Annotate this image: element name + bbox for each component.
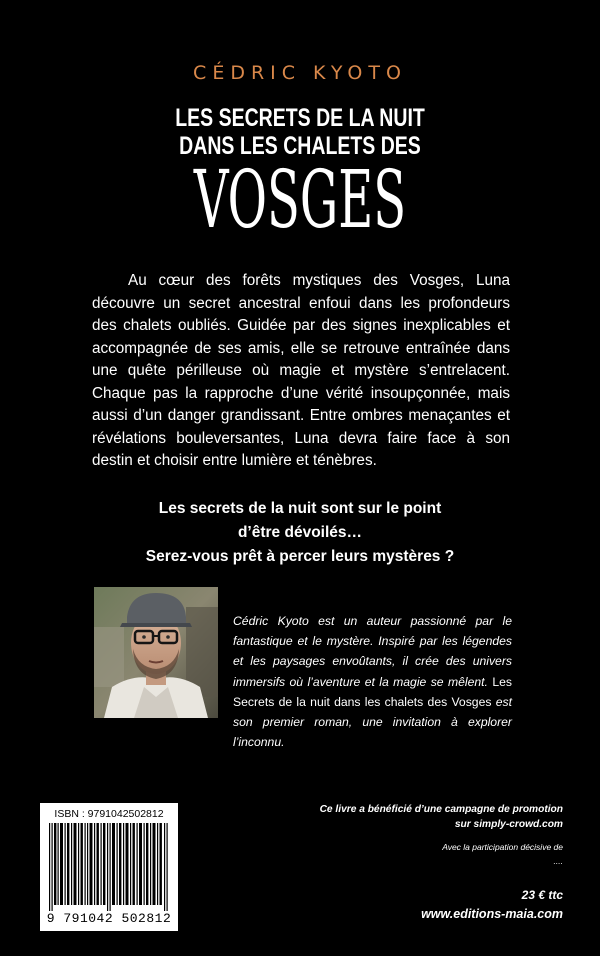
participation-text	[283, 840, 563, 868]
publisher-website: www.editions-maia.com	[421, 907, 563, 921]
title-line-2: DANS LES CHALETS DES	[179, 132, 421, 160]
bio-outro: est son premier roman, une invitation à explorer l’inconnu.	[233, 694, 512, 750]
author-bio	[233, 611, 512, 752]
author-photo	[94, 587, 218, 718]
isbn-label: ISBN : 9791042502812	[54, 808, 164, 820]
barcode-box	[40, 803, 178, 931]
bio-intro: Cédric Kyoto est un auteur passionné par le fantastique et le mystère. Inspiré par les légendes et les paysages envoûtants, il crée des univers immersifs où l’aventure et la magie se mêlent.	[233, 614, 512, 689]
tagline-line-3: Serez-vous prêt à percer leurs mystères ?	[145, 548, 455, 565]
author-name: CÉDRIC KYOTO	[193, 62, 407, 84]
bio-book-title: Les Secrets de la nuit dans les chalets des Vosges	[233, 674, 512, 709]
title-vosges: VOSGES	[193, 153, 407, 246]
tagline-line-1: Les secrets de la nuit sont sur le point	[158, 500, 442, 517]
participation-line-2: ....	[553, 856, 563, 866]
participation-line-1: Avec la participation décisive de	[442, 842, 563, 852]
barcode-digits: 9 791042 502812	[46, 911, 172, 926]
synopsis-text: Au cœur des forêts mystiques des Vosges, Luna découvre un secret ancestral enfoui dans les profondeurs des chalets oubliés. Guidée par des signes inexplicables et accompagnée de ses amis, elle se retrouve entraînée dans une quête périlleuse où magie et mystère s’entrelacent. Chaque pas la rapproche d’une vérité insoupçonnée, mais aussi d’un danger grandissant. Entre ombres menaçantes et révélations bouleversantes, Luna devra faire face à son destin et choisir entre lumière et ténèbres.	[92, 272, 510, 469]
barcode-image	[48, 823, 170, 911]
title-line-1: LES SECRETS DE LA NUIT	[175, 104, 425, 132]
price: 23 € ttc	[521, 888, 563, 902]
promo-line-1: Ce livre a bénéficié d’une campagne de promotion	[319, 804, 563, 815]
promo-line-2: sur simply-crowd.com	[454, 819, 563, 830]
tagline-line-2: d’être dévoilés…	[237, 524, 363, 541]
tagline	[0, 497, 600, 569]
promo-text	[283, 802, 563, 832]
